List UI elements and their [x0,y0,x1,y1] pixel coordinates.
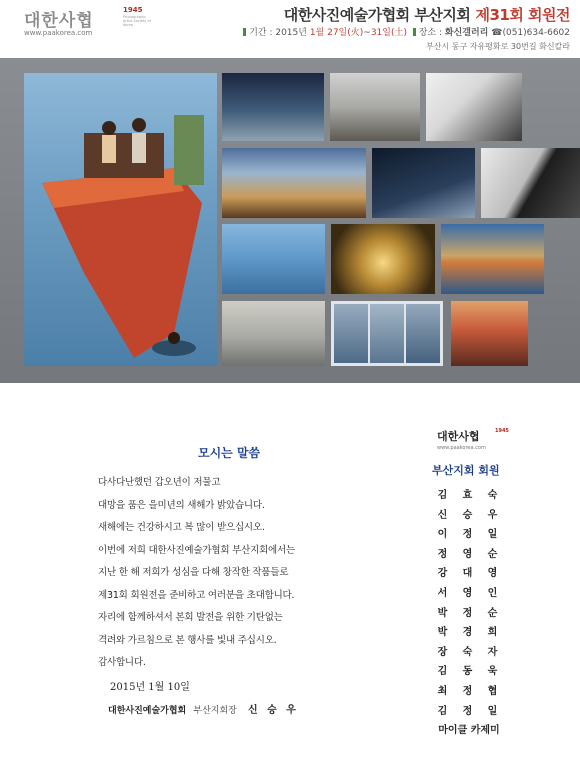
logo-text: 대한사협 [24,11,94,31]
period-start: 1월 27일(火) [309,28,364,38]
photo-seashore [222,301,325,366]
photo-abstract-bw [426,73,522,141]
member-name-char: 정 [437,548,448,560]
member-name-char: 동 [462,666,473,678]
sidebar-logo-text: 대한사협 [437,430,480,443]
member-name-char: 효 [462,490,473,501]
member-name-char: 정 [462,529,473,541]
signature-name: 신 승 우 [248,705,299,716]
letter-line: 새해에는 건강하시고 복 많이 받으십시오. [98,522,265,533]
member-name-char: 인 [487,587,498,599]
exhibition-title [284,4,570,25]
member-name-char: 영 [462,587,473,599]
member-name-char: 순 [487,607,498,619]
phone-icon: ☎ [491,28,503,38]
member-name-char: 욱 [487,666,498,678]
sidebar-logo-url: www.paakorea.com [437,445,486,451]
title-main: 대한사진예술가협회 부산지회 [283,6,471,24]
photo-red-boat [24,73,217,366]
member-name-char: 박 [437,607,448,619]
member-name-char: 김 [437,490,448,501]
sidebar-logo-year: 1945 [495,428,509,434]
members-title: 부산지회 회원 [432,464,500,477]
photo-light-swirl [331,224,435,294]
period-label: 기간 : 2015년 [249,28,307,38]
photo-sunset-trees [451,301,528,366]
member-name-char: 협 [487,685,498,697]
member-name-char: 이 [437,529,448,541]
venue-name: 화신갤러리 [444,28,489,38]
member-name-char: 승 [462,509,473,521]
association-logo [24,6,151,37]
signature-role: 부산지회장 [193,706,237,716]
photo-bird-triptych [331,301,443,366]
photo-dark-lines [372,148,475,218]
member-name-char: 정 [462,685,473,697]
photo-shadow-bw [481,148,580,218]
member-name [430,604,520,624]
member-name-char: 숙 [487,490,498,501]
member-name-char: 숙 [462,646,473,658]
member-name [430,662,520,682]
letter-line: 제31회 회원전을 준비하고 여러분을 초대합니다. [98,589,295,601]
green-marker-icon [413,28,416,36]
letter-line: 이번에 저희 대한사진예술가협회 부산지회에서는 [98,544,295,556]
member-name-char: 정 [462,705,473,717]
letter-line: 격려와 가르침으로 본 행사를 빛내 주십시오. [98,634,277,646]
photo-mountain-clouds [222,148,366,218]
signature [108,701,299,716]
member-name [430,623,520,643]
member-name [430,643,520,663]
logo-year: 1945 [123,6,143,14]
logo-url: www.paakorea.com [24,29,93,37]
member-name-char: 서 [437,587,448,599]
member-name-char: 강 [437,568,448,580]
member-name-char: 일 [487,529,498,541]
member-name: 마이클 카제미 [438,725,500,737]
letter-line: 대망을 품은 을미년의 새해가 밝았습니다. [98,499,265,511]
period-end: 31일(土) [370,28,407,38]
invitation-title: 모시는 말씀 [198,446,261,460]
sidebar-logo [437,428,509,451]
member-name-char: 순 [487,548,498,560]
letter-line: 감사합니다. [98,657,146,668]
member-name [430,506,520,526]
letter-line: 지난 한 해 저희가 성심을 다해 창작한 작품들로 [98,567,289,578]
signature-org: 대한사진예술가협회 [108,706,187,716]
header [0,0,580,58]
member-name [430,486,520,506]
logo-subtitle: Photographic Artist Society of Korea [123,15,151,27]
member-name [430,545,520,565]
phone-number: (051)634-6602 [502,28,570,38]
member-name-char: 영 [487,568,498,580]
member-name [430,584,520,604]
photo-mountain-reflection [441,224,544,294]
period-venue-row [243,25,570,38]
photo-collage [0,58,580,383]
letter-line: 다사다난했던 갑오년이 저물고 [98,477,221,488]
member-name-char: 일 [487,705,498,717]
member-name-char: 대 [462,568,473,580]
photo-misty-field [330,73,420,141]
member-name-char: 신 [437,509,448,521]
member-name-char: 자 [487,646,498,658]
member-name-char: 박 [437,627,448,639]
members-list [430,486,520,736]
member-name-char: 장 [437,646,448,658]
member-name-char: 경 [462,627,473,639]
photo-barn-wall [222,73,324,141]
venue-address: 부산시 동구 자유평화로 30번길 화신칼라 [426,42,570,51]
member-name [430,682,520,702]
venue-label: 장소 : [418,28,443,38]
member-name-char: 김 [437,666,448,678]
invitation-letter [98,472,388,675]
member-name [430,702,520,722]
title-edition: 제31회 회원전 [475,6,570,24]
member-name-char: 김 [437,705,448,717]
member-name [430,525,520,545]
period-sep: ~ [363,28,371,38]
green-marker-icon [243,28,246,36]
member-name-char: 희 [487,627,498,639]
member-name [430,564,520,584]
member-name-char: 정 [462,607,473,619]
member-name-char: 최 [437,685,448,697]
letter-line: 자리에 함께하셔서 본회 발전을 위한 기탄없는 [98,612,283,623]
letter-date: 2015년 1월 10일 [110,682,190,693]
photo-lake-island [222,224,325,294]
member-name-char: 우 [487,509,498,521]
member-name-char: 영 [462,548,473,560]
